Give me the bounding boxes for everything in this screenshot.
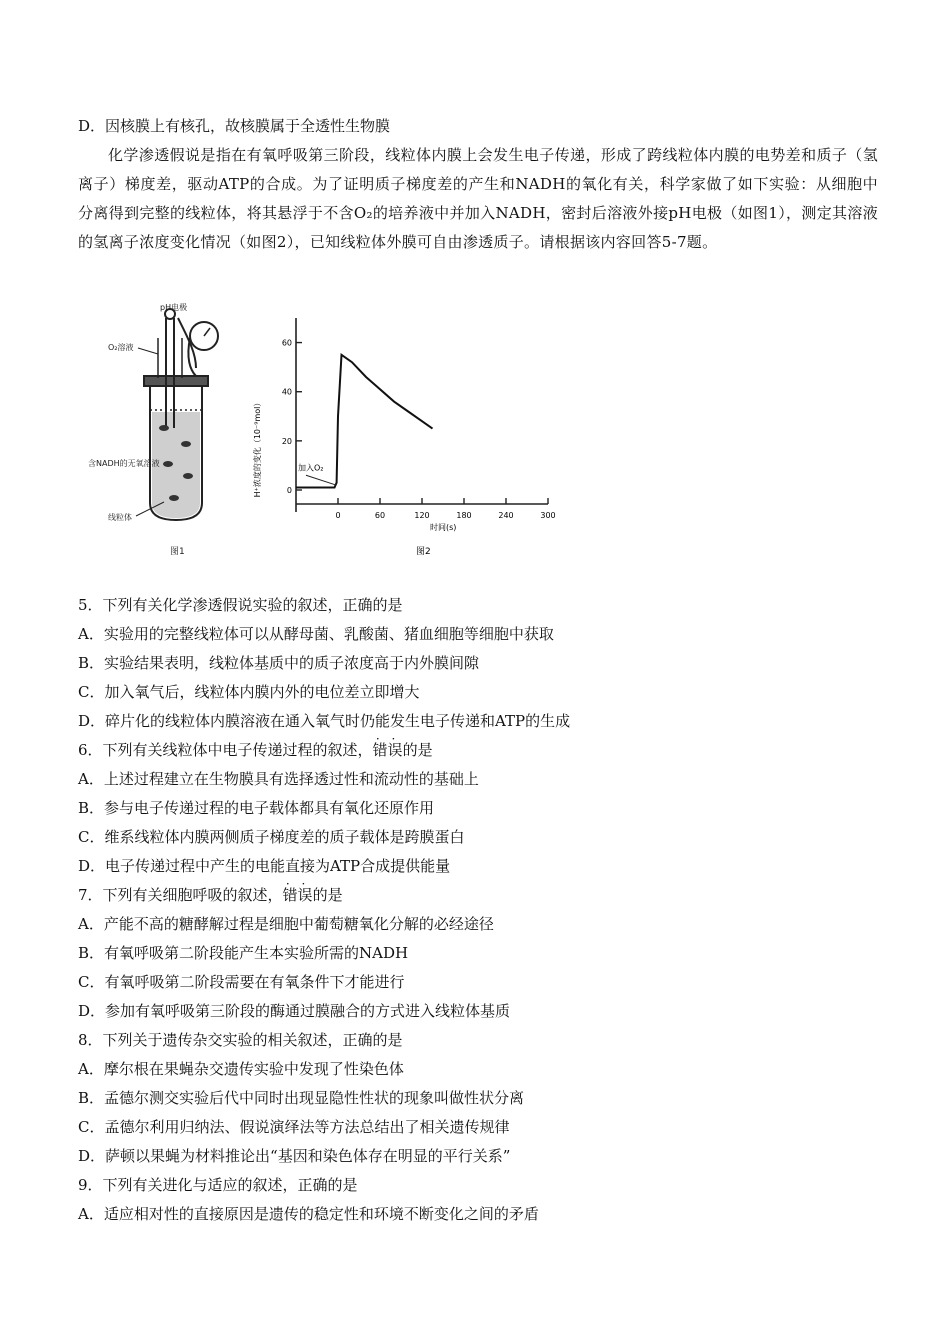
figure1-caption: 图1 [170,547,185,557]
question-stem: 5．下列有关化学渗透假说实验的叙述，正确的是 [78,596,403,614]
x-tick-label: 60 [374,511,386,520]
x-tick-label: 120 [414,511,430,520]
y-tick-label: 60 [281,338,292,348]
intro-paragraph: 化学渗透假说是指在有氧呼吸第三阶段，线粒体内膜上会发生电子传递，形成了跨线粒体内膜的电势差和质子（氢离子）梯度差，驱动ATP的合成。为了证明质子梯度差的产生和NADH的氧化有关，科学家做了如下实验：从细胞中分离得到完整的线粒体，将其悬浮于不含O₂的培养液中并加入NADH，密封后溶液外接pH电极（如图1），测定其溶液的氢离子浓度变化情况（如图2），已知线粒体外膜可自由渗透质子。请根据该内容回答5-7题。 [78,146,878,251]
label-ph-electrode: pH电极 [160,303,188,312]
figure2-caption: 图2 [416,547,431,557]
figure2-chart [252,318,556,557]
answer-option: A．实验用的完整线粒体可以从酵母菌、乳酸菌、猪血细胞等细胞中获取 [78,625,554,643]
answer-option: D．萨顿以果蝇为材料推论出“基因和染色体存在明显的平行关系” [78,1147,511,1165]
x-tick-label: 180 [456,511,472,520]
stem-text: 的是 [402,741,433,759]
previous-option-d: D．因核膜上有核孔，故核膜属于全透性生物膜 [78,117,391,135]
ph-electrode [166,318,174,428]
question-stem [78,885,343,905]
answer-option: C．维系线粒体内膜两侧质子梯度差的质子载体是跨膜蛋白 [78,828,465,846]
label-o2-solution: O₂溶液 [108,343,134,352]
y-tick-label: 0 [286,486,292,495]
annotation-arrow [306,475,336,485]
stem-emphasis: 错误 · · [283,886,313,904]
mitochondrion [181,441,191,447]
answer-option: A．摩尔根在果蝇杂交遗传实验中发现了性染色体 [78,1060,404,1078]
mitochondrion [163,461,173,467]
question-stem: 8．下列关于遗传杂交实验的相关叙述，正确的是 [78,1031,403,1049]
answer-option: D．电子传递过程中产生的电能直接为ATP合成提供能量 [78,857,451,875]
stem-emphasis: 错误 · · [373,741,403,759]
label-nadh-solution: 含NADH的无氧溶液 [88,459,160,468]
answer-option: A．上述过程建立在生物膜具有选择透过性和流动性的基础上 [78,770,479,788]
answer-option: B．实验结果表明，线粒体基质中的质子浓度高于内外膜间隙 [78,654,480,672]
question-stem [78,740,433,760]
x-tick-label: 240 [498,511,514,520]
y-tick-label: 20 [281,436,292,446]
answer-option: D．碎片化的线粒体内膜溶液在通入氧气时仍能发生电子传递和ATP的生成 [78,712,571,730]
answer-option: A．产能不高的糖酵解过程是细胞中葡萄糖氧化分解的必经途径 [78,915,494,933]
answer-option: B．有氧呼吸第二阶段能产生本实验所需的NADH [78,944,409,962]
x-tick-label: 0 [335,511,341,520]
mitochondrion [159,425,169,431]
answer-option: B．孟德尔测交实验后代中同时出现显隐性性状的现象叫做性状分离 [78,1089,525,1107]
figure-svg [78,298,578,568]
y-tick-label: 40 [281,387,292,397]
stem-text: 的是 [312,886,343,904]
y-axis-label: H⁺浓度的变化（10⁻⁹mol） [253,398,262,498]
answer-option: C．孟德尔利用归纳法、假说演绎法等方法总结出了相关遗传规律 [78,1118,510,1136]
figure1-apparatus [144,309,218,520]
x-tick-label: 300 [540,511,556,520]
experiment-figures [78,298,578,568]
meter-needle [204,328,210,336]
answer-option: C．有氧呼吸第二阶段需要在有氧条件下才能进行 [78,973,405,991]
stem-text: 6．下列有关线粒体中电子传递过程的叙述， [78,741,373,759]
answer-option: A．适应相对性的直接原因是遗传的稳定性和环境不断变化之间的矛盾 [78,1205,539,1223]
answer-option: B．参与电子传递过程的电子载体都具有氧化还原作用 [78,799,435,817]
answer-option: C．加入氧气后，线粒体内膜内外的电位差立即增大 [78,683,420,701]
mitochondrion [169,495,179,501]
label-mitochondria: 线粒体 [108,513,132,522]
tube-stopper [144,376,208,386]
stem-text: 7．下列有关细胞呼吸的叙述， [78,886,283,904]
answer-option: D．参加有氧呼吸第三阶段的酶通过膜融合的方式进入线粒体基质 [78,1002,511,1020]
mitochondrion [183,473,193,479]
leader-line [138,348,158,354]
x-axis-label: 时间(s) [430,523,457,532]
question-stem: 9．下列有关进化与适应的叙述，正确的是 [78,1176,358,1194]
o2-annotation: 加入O₂ [298,463,324,473]
o2-syringe [158,338,182,378]
